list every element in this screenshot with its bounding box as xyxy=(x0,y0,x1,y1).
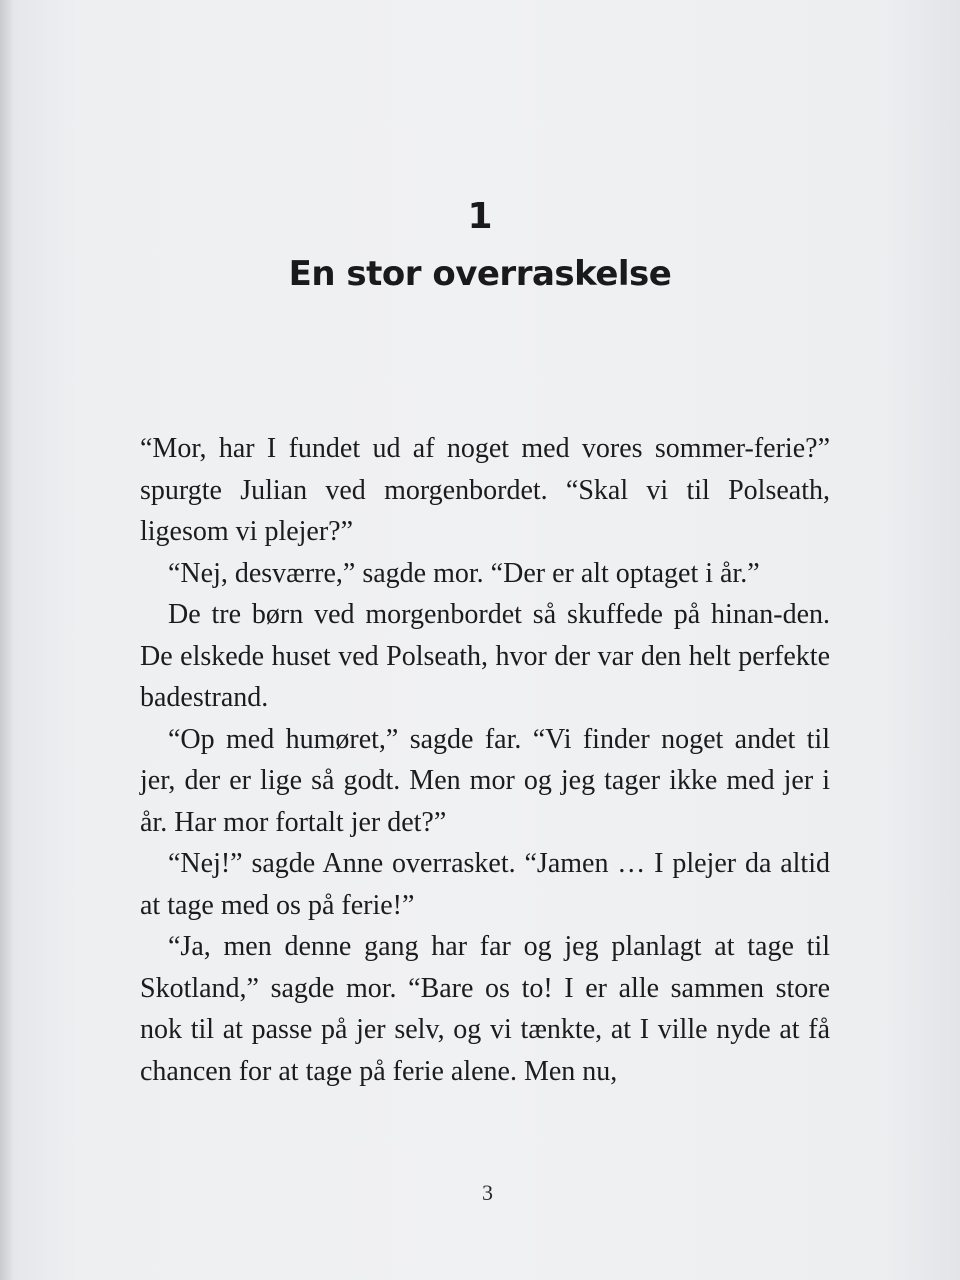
gutter-shadow xyxy=(0,0,14,1280)
chapter-number: 1 xyxy=(467,196,493,237)
paragraph: “Op med humøret,” sagde far. “Vi finder noget andet til jer, der er lige så godt. Men mor og jeg tager ikke med jer i år. Har mor fortalt jer det?” xyxy=(140,723,830,838)
chapter-title: En stor overraskelse xyxy=(288,254,672,294)
page-number: 3 xyxy=(482,1180,493,1205)
body-text xyxy=(140,428,830,1092)
paragraph: “Nej, desværre,” sagde mor. “Der er alt optaget i år.” xyxy=(168,557,760,589)
paragraph: “Mor, har I fundet ud af noget med vores sommer-ferie?” spurgte Julian ved morgenbordet. “Skal vi til Polseath, ligesom vi plejer?” xyxy=(140,433,830,547)
paragraph: “Ja, men denne gang har far og jeg planlagt at tage til Skotland,” sagde mor. “Bare os to! I er alle sammen store nok til at passe på jer selv, og vi tænkte, at I ville nyde at få chancen for at tage på ferie alene. Men nu, xyxy=(140,931,830,1087)
paragraph: De tre børn ved morgenbordet så skuffede på hinan-den. De elskede huset ved Polseath, hvor der var den helt perfekte badestrand. xyxy=(140,599,830,713)
paragraph: “Nej!” sagde Anne overrasket. “Jamen … I plejer da altid at tage med os på ferie!” xyxy=(140,848,830,921)
